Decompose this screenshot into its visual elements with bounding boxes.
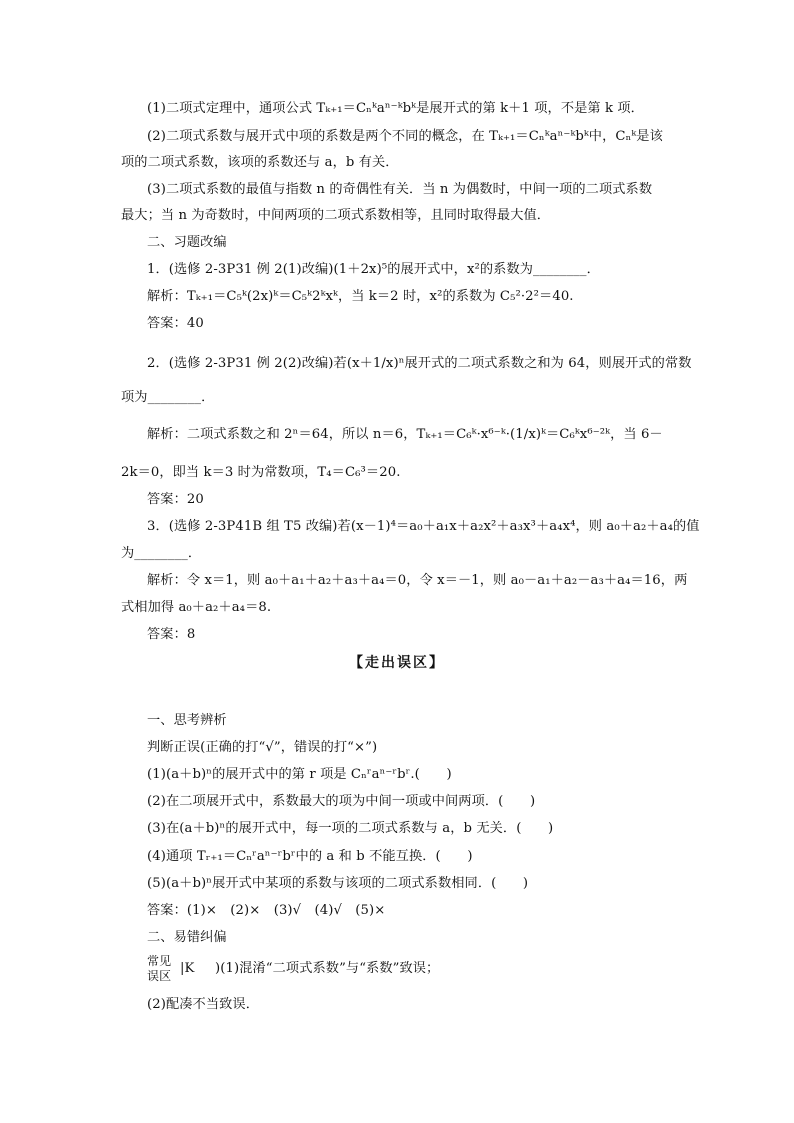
question-1-answer: 答案：40 xyxy=(147,316,204,331)
question-3-solution-line-2: 式相加得 a₀＋a₂＋a₄＝8. xyxy=(121,600,272,615)
error-2: (2)配凑不当致误． xyxy=(147,997,259,1012)
note-3-line-2: 最大；当 n 为奇数时，中间两项的二项式系数相等，且同时取得最大值． xyxy=(121,208,551,223)
statement-3: (3)在(a＋b)ⁿ的展开式中，每一项的二项式系数与 a，b 无关．( ) xyxy=(147,821,554,836)
common-mistake-label-bottom: 误区 xyxy=(147,969,172,983)
statement-5: (5)(a＋b)ⁿ展开式中某项的系数与该项的二项式系数相同．( ) xyxy=(147,876,529,891)
question-3-line-2: 为________． xyxy=(121,546,202,561)
question-2-line-2: 项为________． xyxy=(121,390,215,405)
part-1-title: 一、思考辨析 xyxy=(147,713,227,728)
question-2-solution-line-1: 解析：二项式系数之和 2ⁿ＝64，所以 n＝6，Tₖ₊₁＝C₆ᵏ·x⁶⁻ᵏ·(1/x)ᵏ＝C₆ᵏx⁶⁻²ᵏ，当 6－ xyxy=(147,427,663,442)
note-2-line-1: (2)二项式系数与展开式中项的系数是两个不同的概念，在 Tₖ₊₁＝Cₙᵏaⁿ⁻ᵏbᵏ中，Cₙᵏ是该 xyxy=(147,129,663,144)
question-2-line-1: 2．(选修 2-3P31 例 2(2)改编)若(x＋1/x)ⁿ展开式的二项式系数之和为 64，则展开式的常数 xyxy=(147,356,692,371)
statement-2: (2)在二项展开式中，系数最大的项为中间一项或中间两项．( ) xyxy=(147,794,536,809)
question-2-solution-line-2: 2k＝0，即当 k＝3 时为常数项，T₄＝C₆³＝20. xyxy=(121,465,401,480)
section-heading: 【走出误区】 xyxy=(349,655,445,671)
question-2-answer: 答案：20 xyxy=(147,492,204,507)
question-3-line-1: 3．(选修 2-3P41B 组 T5 改编)若(x－1)⁴＝a₀＋a₁x＋a₂x²＋a₃x³＋a₄x⁴，则 a₀＋a₂＋a₄的值 xyxy=(147,519,700,534)
statement-1: (1)(a＋b)ⁿ的展开式中的第 r 项是 Cₙʳaⁿ⁻ʳbʳ.( ) xyxy=(147,767,452,782)
statement-4: (4)通项 Tᵣ₊₁＝Cₙʳaⁿ⁻ʳbʳ中的 a 和 b 不能互换．( ) xyxy=(147,849,473,864)
question-3-answer: 答案：8 xyxy=(147,627,196,642)
note-3-line-1: (3)二项式系数的最值与指数 n 的奇偶性有关．当 n 为偶数时，中间一项的二项式系数 xyxy=(147,182,653,197)
common-mistake-marker: |K xyxy=(180,961,222,976)
part-1-answer: 答案：(1)× (2)× (3)√ (4)√ (5)× xyxy=(147,903,386,918)
question-1-solution: 解析：Tₖ₊₁＝C₅ᵏ(2x)ᵏ＝C₅ᵏ2ᵏxᵏ，当 k＝2 时，x²的系数为 C₅²·2²＝40. xyxy=(147,289,574,304)
common-mistake-label-top: 常见 xyxy=(147,954,172,968)
question-1: 1．(选修 2-3P31 例 2(1)改编)(1＋2x)⁵的展开式中，x²的系数为________． xyxy=(147,262,600,277)
error-1: )(1)混淆“二项式系数”与“系数”致误； xyxy=(215,961,440,976)
question-3-solution-line-1: 解析：令 x＝1，则 a₀＋a₁＋a₂＋a₃＋a₄＝0，令 x＝－1，则 a₀－a₁＋a₂－a₃＋a₄＝16，两 xyxy=(147,573,688,588)
part-2-title: 二、易错纠偏 xyxy=(147,930,227,945)
part-1-intro: 判断正误(正确的打“√”，错误的打“×”) xyxy=(147,740,378,755)
note-2-line-2: 项的二项式系数，该项的系数还与 a，b 有关． xyxy=(121,155,399,170)
note-1: (1)二项式定理中，通项公式 Tₖ₊₁＝Cₙᵏaⁿ⁻ᵏbᵏ是展开式的第 k＋1 项，不是第 k 项． xyxy=(147,101,644,116)
section-title-exercises: 二、习题改编 xyxy=(147,235,227,250)
